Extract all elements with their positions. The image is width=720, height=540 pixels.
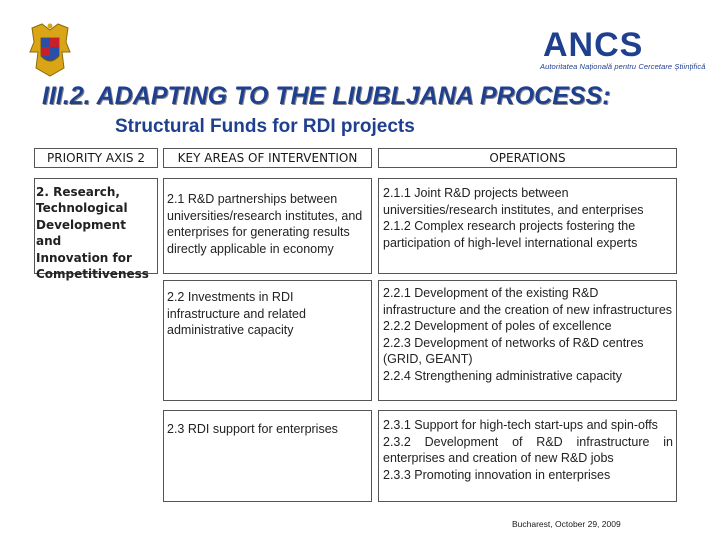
axis-line: Technological	[36, 201, 128, 216]
ancs-logo	[540, 26, 706, 71]
ancs-logo-text: ANCS	[543, 26, 644, 64]
operations-cell	[378, 280, 677, 401]
column-header-operations: OPERATIONS	[378, 148, 677, 168]
operations-cell	[378, 410, 677, 502]
operation-item: 2.2.2 Development of poles of excellence	[383, 319, 612, 334]
page-subtitle: Structural Funds for RDI projects	[115, 116, 415, 137]
key-area-cell: 2.3 RDI support for enterprises	[163, 410, 372, 502]
operation-item: 2.3.3 Promoting innovation in enterprises	[383, 467, 611, 482]
axis-line: Innovation for	[36, 250, 132, 265]
ancs-logo-subtitle: Autoritatea Naţională pentru Cercetare Ştiinţifică	[540, 62, 706, 71]
coat-of-arms-icon	[28, 22, 72, 78]
operation-item: 2.2.1 Development of the existing R&D infrastructure and the creation of new infrastructures	[383, 286, 673, 317]
operation-item: 2.3.2 Development of R&D infrastructure in enterprises and creation of new R&D jobs	[383, 434, 673, 466]
operation-item: 2.1.1 Joint R&D projects between universities/research institutes, and enterprises	[383, 186, 644, 217]
operation-item: 2.2.4 Strengthening administrative capacity	[383, 368, 623, 383]
axis-line: Competitiveness	[36, 267, 149, 282]
operation-item: 2.3.1 Support for high-tech start-ups and spin-offs	[383, 418, 658, 432]
axis-line: 2. Research,	[36, 185, 120, 199]
column-header-key-areas: KEY AREAS OF INTERVENTION	[163, 148, 372, 168]
page-title: III.2. ADAPTING TO THE LIUBLJANA PROCESS:	[42, 82, 611, 110]
priority-axis-cell	[34, 178, 158, 282]
operations-cell	[378, 178, 677, 274]
footer-text: Bucharest, October 29, 2009	[512, 519, 621, 529]
key-area-cell: 2.1 R&D partnerships between universities/research institutes, and enterprises for generating results directly applicable in economy	[163, 178, 372, 274]
operation-item: 2.1.2 Complex research projects fostering the participation of high-level international experts	[383, 219, 638, 250]
axis-line: Development and	[36, 217, 126, 249]
operation-item: 2.2.3 Development of networks of R&D centres (GRID, GEANT)	[383, 335, 644, 367]
column-header-priority-axis: PRIORITY AXIS 2	[34, 148, 158, 168]
key-area-cell: 2.2 Investments in RDI infrastructure and related administrative capacity	[163, 280, 372, 401]
